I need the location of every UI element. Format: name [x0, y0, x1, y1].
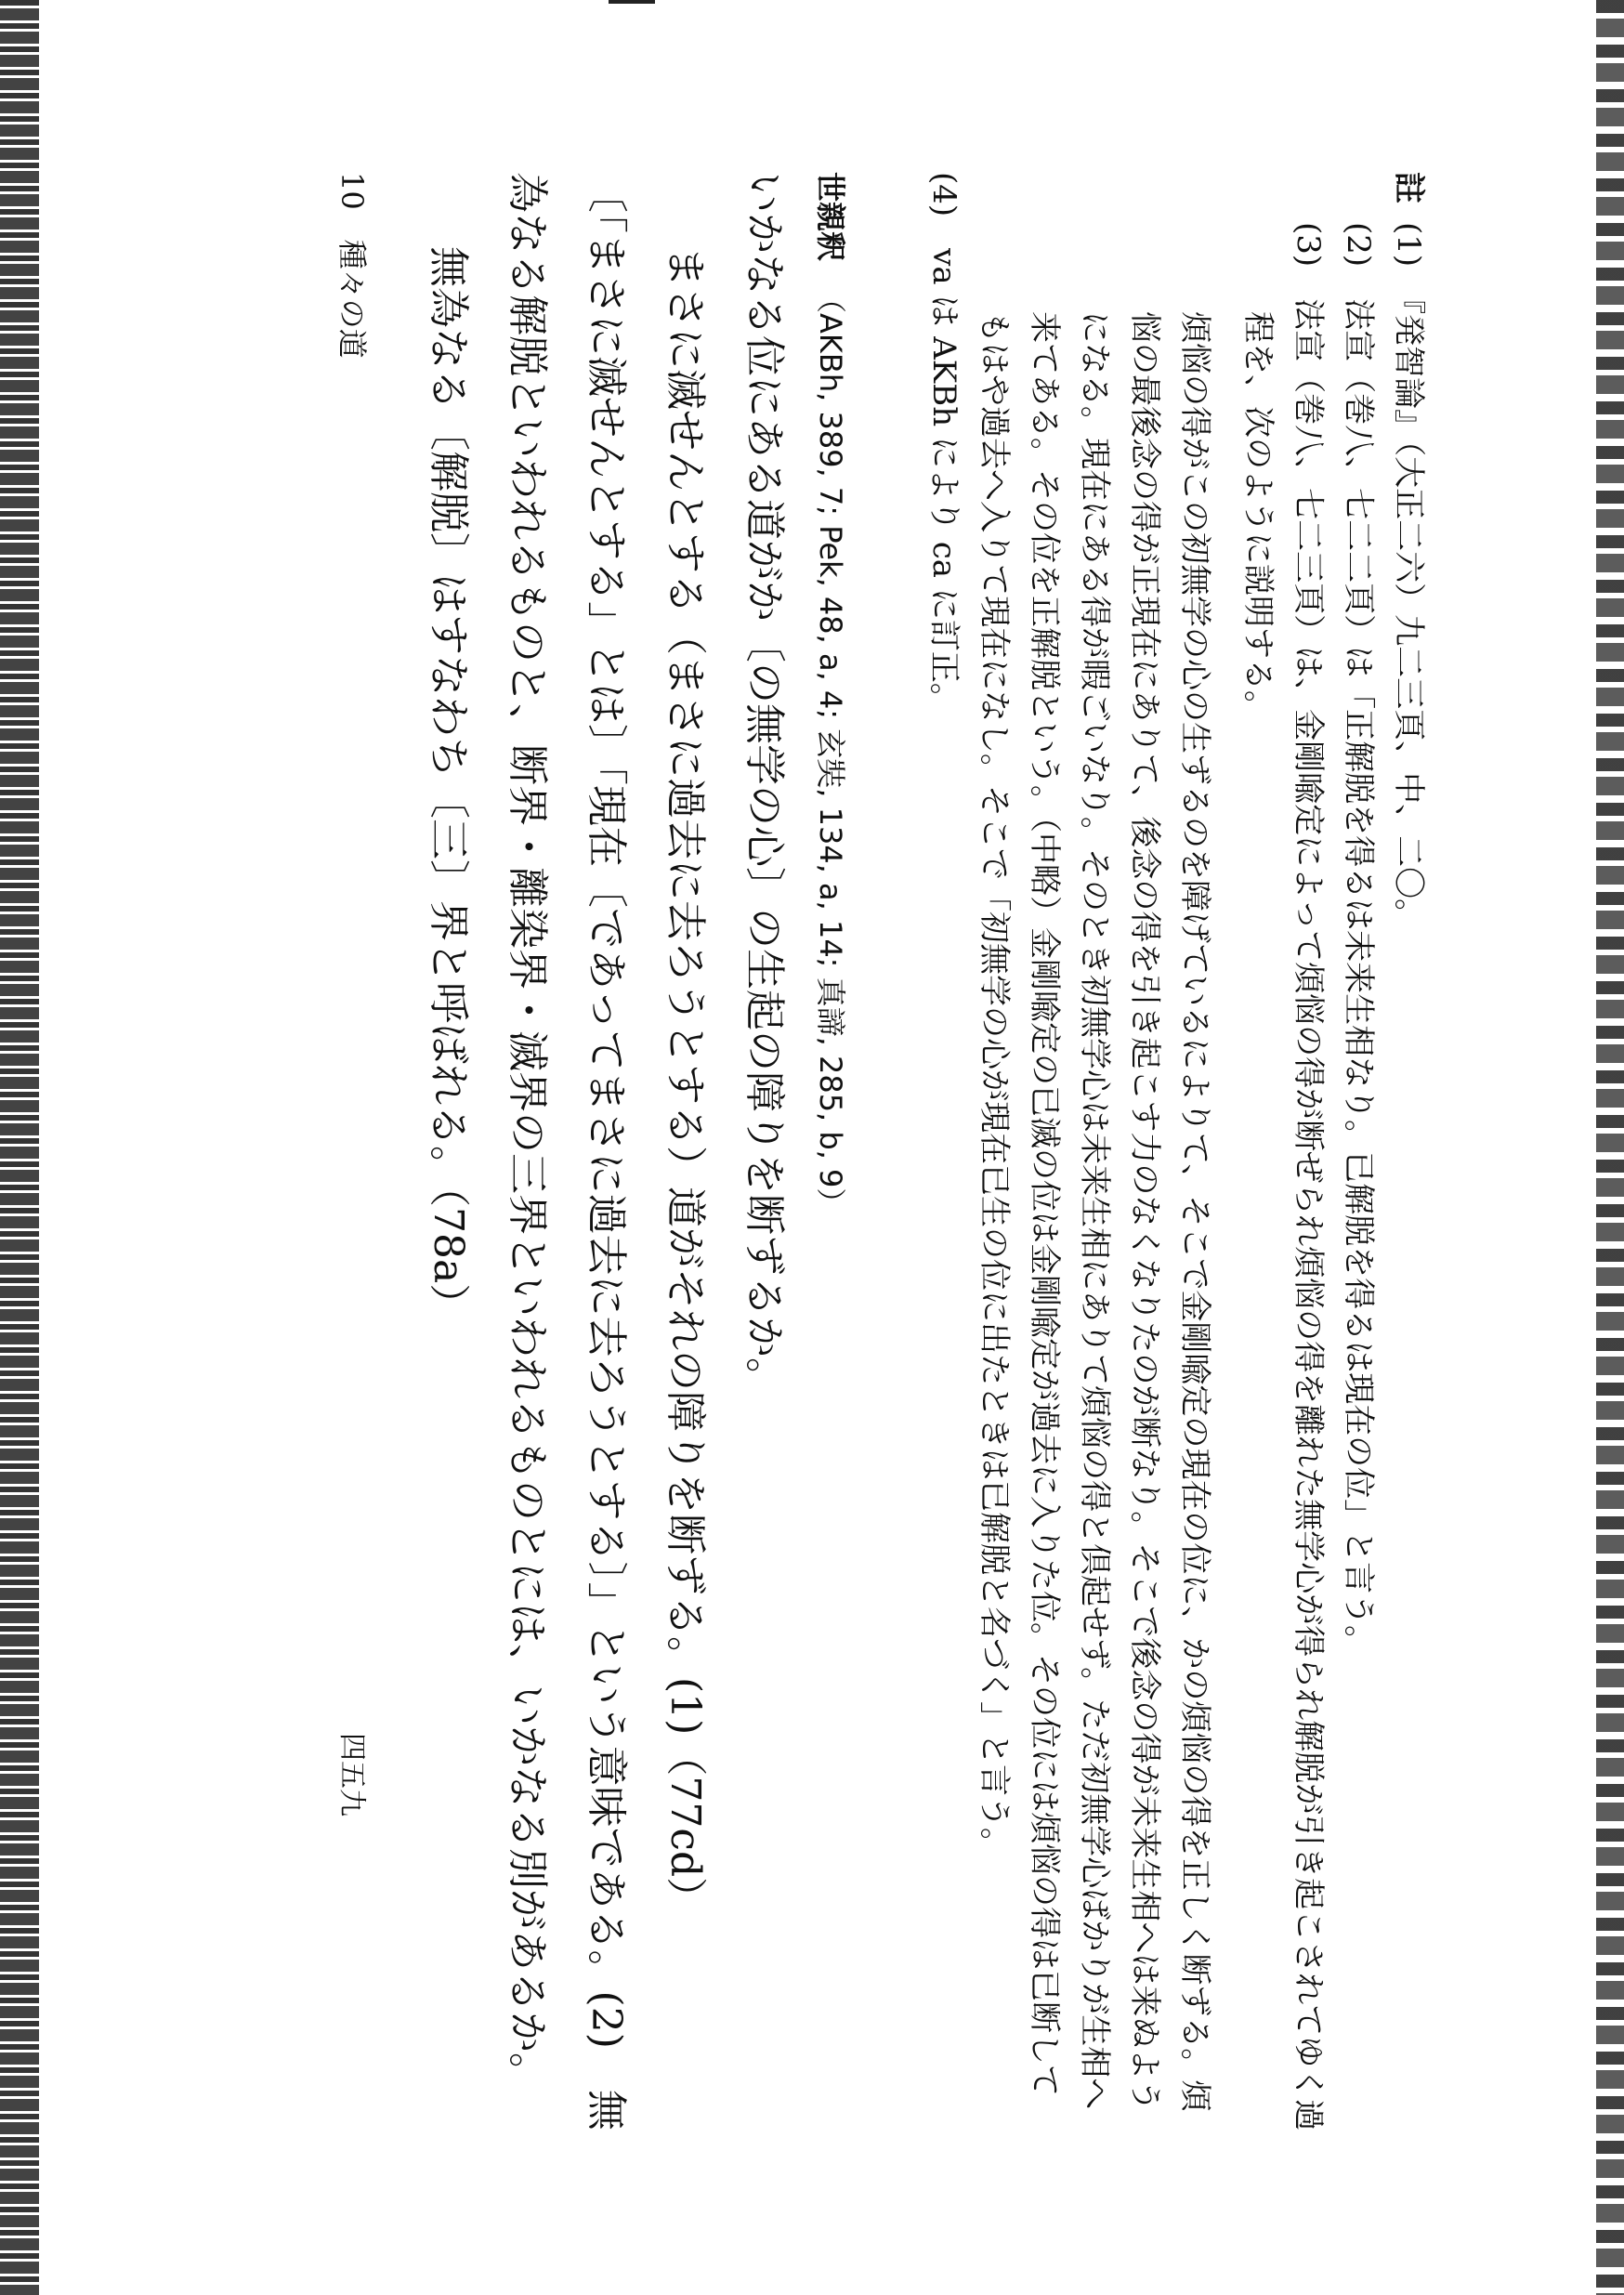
note-line: (1) 『発智論』（大正二六）九二三頁、中、二〇。 — [1390, 222, 1427, 931]
commentary-label: 世親釈 — [813, 172, 848, 262]
commentary-line: いかなる位にある道がか〔の無学の心〕の生起の障りを断ずるか。 — [740, 172, 788, 1398]
note-line: もはや過去へ入りて現在になし。そこで「初無学の心が現在已生の位に出たときは已解脱と名づく」と言う。 — [976, 311, 1013, 1859]
scan-edge-left — [0, 0, 39, 2295]
scan-edge-right — [1596, 0, 1624, 2295]
commentary-verse-line: まさに滅せんとする（まさに過去に去ろうとする）道がそれの障りを断ずる。(1)（77cd） — [661, 246, 709, 1919]
note-line: 煩悩の得がこの初無学の心の生ずるのを障げているによりて、そこで金剛喩定の現在の位に、かの煩悩の得を正しく断ずる。煩 — [1176, 311, 1213, 2112]
note-line: 悩の最後念の得が正現在にありて、後念の得を引き起こす力のなくなりたのが断なり。そこで後念の得が未来生相へは来ぬよう — [1126, 311, 1163, 2112]
note-line: になる。現在にある得が暇ごいなり。そのとき初無学心は未来生相にありて煩悩の得と倶起せず。ただ初無学心ばかりが生相へ — [1076, 311, 1113, 2110]
scan-mark — [609, 0, 655, 4]
note-line: 来てある。その位を正解脱という。（中略）金剛喩定の已滅の位は金剛喩定が過去に入りた位。その位には煩悩の得は已断して — [1026, 311, 1063, 2096]
commentary-reference: （AKBh, 389, 7; Pek, 48, a, 4; 玄奘, 134, a, 14; 真諦, 285, b, 9） — [813, 283, 848, 1218]
commentary-line: 〔「まさに滅せんとする」とは〕「現在〔であってまさに過去に去ろうとする〕」という意味である。(2) 無 — [583, 172, 630, 2131]
page-number: 四五九 — [335, 1733, 368, 1816]
note-line: (2) 法宣（巻八、七二二頁）は「正解脱を得るは未来生相なり。已解脱を得るは現在の位」と言う。 — [1340, 222, 1377, 1658]
rotated-page — [208, 172, 1434, 2131]
note-line: (3) 法宣（巻八、七二三頁）は、金剛喩定によって煩悩の得が断ぜられ煩悩の得を離れた無学心が得られ解脱が引き起こされてゆく過 — [1290, 222, 1327, 2131]
running-title: 10 種々の道 — [334, 172, 370, 359]
commentary-line: 為なる解脱といわれるものと、断界・離染界・滅界の三界といわれるものとには、いかなる別があるか。 — [504, 172, 551, 2093]
notes-heading: 註 — [1390, 172, 1427, 203]
note-line: (4) va は AKBh により ca に訂正。 — [925, 172, 963, 715]
commentary-verse-line: 無為なる〔解脱〕はすなわち〔三〕界と呼ばれる。（78a） — [425, 246, 472, 1325]
note-line: 程を、次のように説明する。 — [1239, 311, 1277, 722]
